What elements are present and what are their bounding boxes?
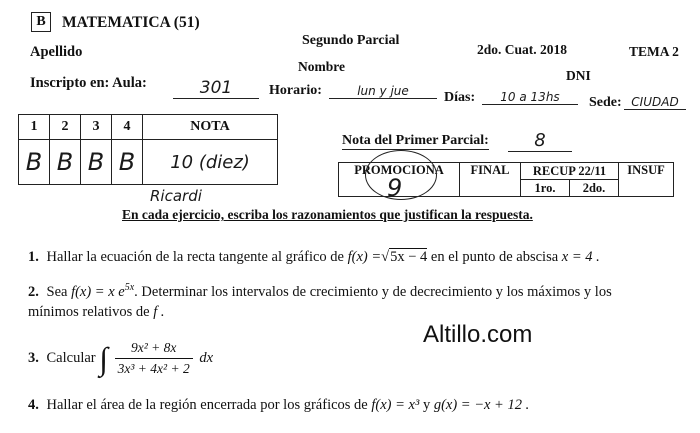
question-3-numerator: 9x² + 8x — [115, 338, 193, 359]
first-partial-label: Nota del Primer Parcial: — [342, 133, 489, 148]
first-partial-value: 8 — [508, 130, 572, 152]
dias-field[interactable]: 10 a 13hs — [482, 90, 578, 105]
question-2-text-b: . Determinar los intervalos de crecimiento y de decrecimiento y los máximos y los — [134, 283, 612, 300]
question-3 — [28, 338, 213, 379]
question-1 — [28, 247, 600, 267]
recup-1ro: 1ro. — [521, 180, 570, 197]
circle-mark-icon — [365, 150, 437, 200]
question-2-number: 2. — [28, 283, 39, 300]
question-3-text: Calcular — [46, 349, 96, 366]
question-1-text-b: en el punto de abscisa — [430, 249, 559, 265]
question-2-func: f(x) = x e — [71, 283, 125, 300]
grade-header-4: 4 — [112, 115, 143, 140]
tema-label: TEMA 2 — [629, 44, 679, 59]
grade-header-2: 2 — [50, 115, 81, 140]
exam-name: Segundo Parcial — [302, 33, 400, 48]
question-1-point: x = 4 . — [561, 249, 600, 265]
question-4-y: y — [422, 397, 431, 413]
question-1-number: 1. — [28, 249, 39, 265]
apellido-label: Apellido — [30, 44, 83, 60]
dni-label: DNI — [566, 68, 591, 83]
grade-header-3: 3 — [81, 115, 112, 140]
grade-value-nota: 10 (diez) — [143, 140, 278, 185]
grade-value-4: B — [112, 140, 143, 185]
question-2 — [28, 278, 694, 322]
grade-header-nota: NOTA — [143, 115, 278, 140]
tema-letter-box: B — [31, 12, 51, 32]
term: 2do. Cuat. 2018 — [477, 42, 568, 57]
course-title: MATEMATICA (51) — [62, 14, 200, 31]
grade-header-1: 1 — [19, 115, 50, 140]
question-2-text-c: mínimos relativos de — [28, 303, 150, 320]
promociona-cell: PROMOCIONA — [339, 163, 460, 197]
question-2-text: Sea — [46, 283, 68, 300]
question-1-radicand: 5x − 4 — [390, 249, 428, 265]
grade-value-1: B — [19, 140, 50, 185]
recup-2do: 2do. — [570, 180, 619, 197]
grade-value-3: B — [81, 140, 112, 185]
question-4-f: f(x) = x³ — [371, 397, 420, 413]
question-3-dx: dx — [199, 349, 214, 366]
question-1-func: f(x) = — [347, 249, 382, 265]
dias-label: Días: — [444, 90, 476, 105]
final-cell: FINAL — [460, 163, 521, 197]
grades-table — [18, 114, 278, 185]
question-4 — [28, 395, 529, 415]
question-1-text: Hallar la ecuación de la recta tangente al gráfico de — [46, 249, 344, 265]
inscripto-label: Inscripto en: Aula: — [30, 75, 147, 91]
nombre-label: Nombre — [298, 59, 345, 74]
question-4-number: 4. — [28, 397, 39, 413]
instruction-text: En cada ejercicio, escriba los razonamientos que justifican la respuesta. — [122, 207, 533, 222]
aula-field[interactable]: 301 — [173, 78, 259, 99]
promociona-mark: 9 — [387, 174, 403, 202]
question-4-text: Hallar el área de la región encerrada por los gráficos de — [46, 397, 368, 413]
question-3-denominator: 3x³ + 4x² + 2 — [117, 361, 190, 376]
question-4-g: g(x) = −x + 12 . — [433, 397, 530, 413]
watermark: Altillo.com — [423, 321, 533, 348]
horario-label: Horario: — [269, 83, 322, 98]
sqrt-icon: √ — [381, 249, 390, 265]
grader-signature: Ricardi — [150, 187, 202, 205]
horario-field[interactable]: lun y jue — [329, 84, 437, 99]
sede-label: Sede: — [589, 95, 622, 110]
sede-field[interactable]: CIUDAD — [624, 95, 686, 110]
question-3-fraction — [115, 338, 193, 379]
question-2-f: f . — [153, 303, 165, 320]
question-2-exp: 5x — [124, 282, 135, 293]
recup-cell: RECUP 22/11 — [521, 163, 619, 180]
question-3-number: 3. — [28, 349, 39, 366]
insuf-cell: INSUF — [619, 163, 674, 197]
integral-icon: ∫ — [99, 340, 109, 377]
grade-value-2: B — [50, 140, 81, 185]
